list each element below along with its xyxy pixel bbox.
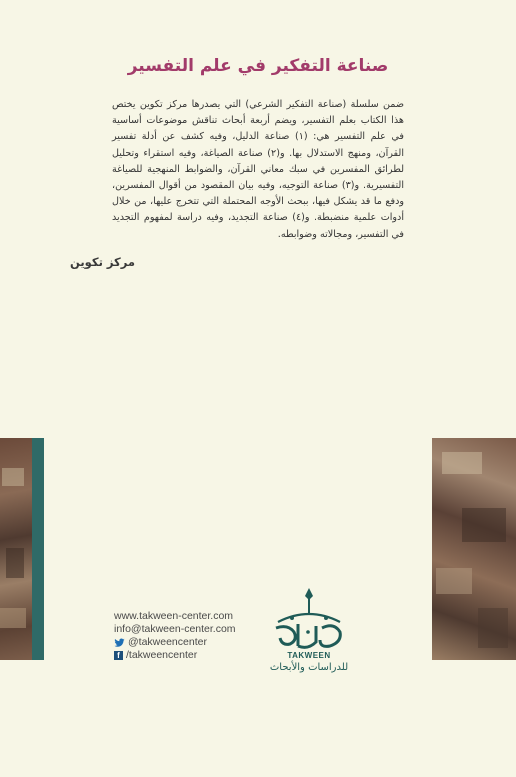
book-title: صناعة التفكير في علم التفسير — [127, 56, 389, 76]
facebook-link[interactable]: f /takweencenter — [114, 649, 264, 662]
contact-info — [114, 610, 264, 662]
twitter-icon — [114, 638, 125, 648]
twitter-link[interactable]: @takweencenter — [114, 636, 264, 649]
publisher-name: مركز تكوين — [70, 255, 136, 269]
teal-stripe — [32, 438, 44, 660]
description-paragraph: ضمن سلسلة (صناعة التفكير الشرعي) التي يصدرها مركز تكوين يختص هذا الكتاب بعلم التفسير، ويضم أربعة أبحاث تناقش موضوعات أساسية في علم التفسير هي: (١) صناعة الدليل، وفيه كشف عن أدلة تفسير القرآن، ومنهج الاستدلال بها. و(٢) صناعة الصياغة، وفيه استقراء وتحليل لطرائق المفسرين في سبك معاني القرآن، والضوابط المنهجية للصياغة التفسيرية. و(٣) صناعة التوجيه، وفيه بيان المقصود من أقوال المفسرين، ودفع ما قد يشكل فيها، ببحث الأوجه المحتملة التي تتخرج عليها، من خلال أدوات علمية منضبطة. و(٤) صناعة التجديد، وفيه دراسة لمفهوم التجديد في التفسير، ومجالاته وضوابطه. — [112, 99, 405, 240]
logo-subtitle: للدراسات والأبحاث — [269, 662, 349, 673]
decorative-photo-band-right — [432, 438, 516, 660]
book-description — [112, 97, 404, 243]
email-link[interactable]: info@takween-center.com — [114, 623, 236, 635]
website-link[interactable]: www.takween-center.com — [114, 610, 234, 622]
facebook-icon: f — [114, 651, 123, 660]
logo-wordmark: TAKWEEN — [287, 651, 331, 660]
decorative-photo-band-left — [0, 438, 32, 660]
